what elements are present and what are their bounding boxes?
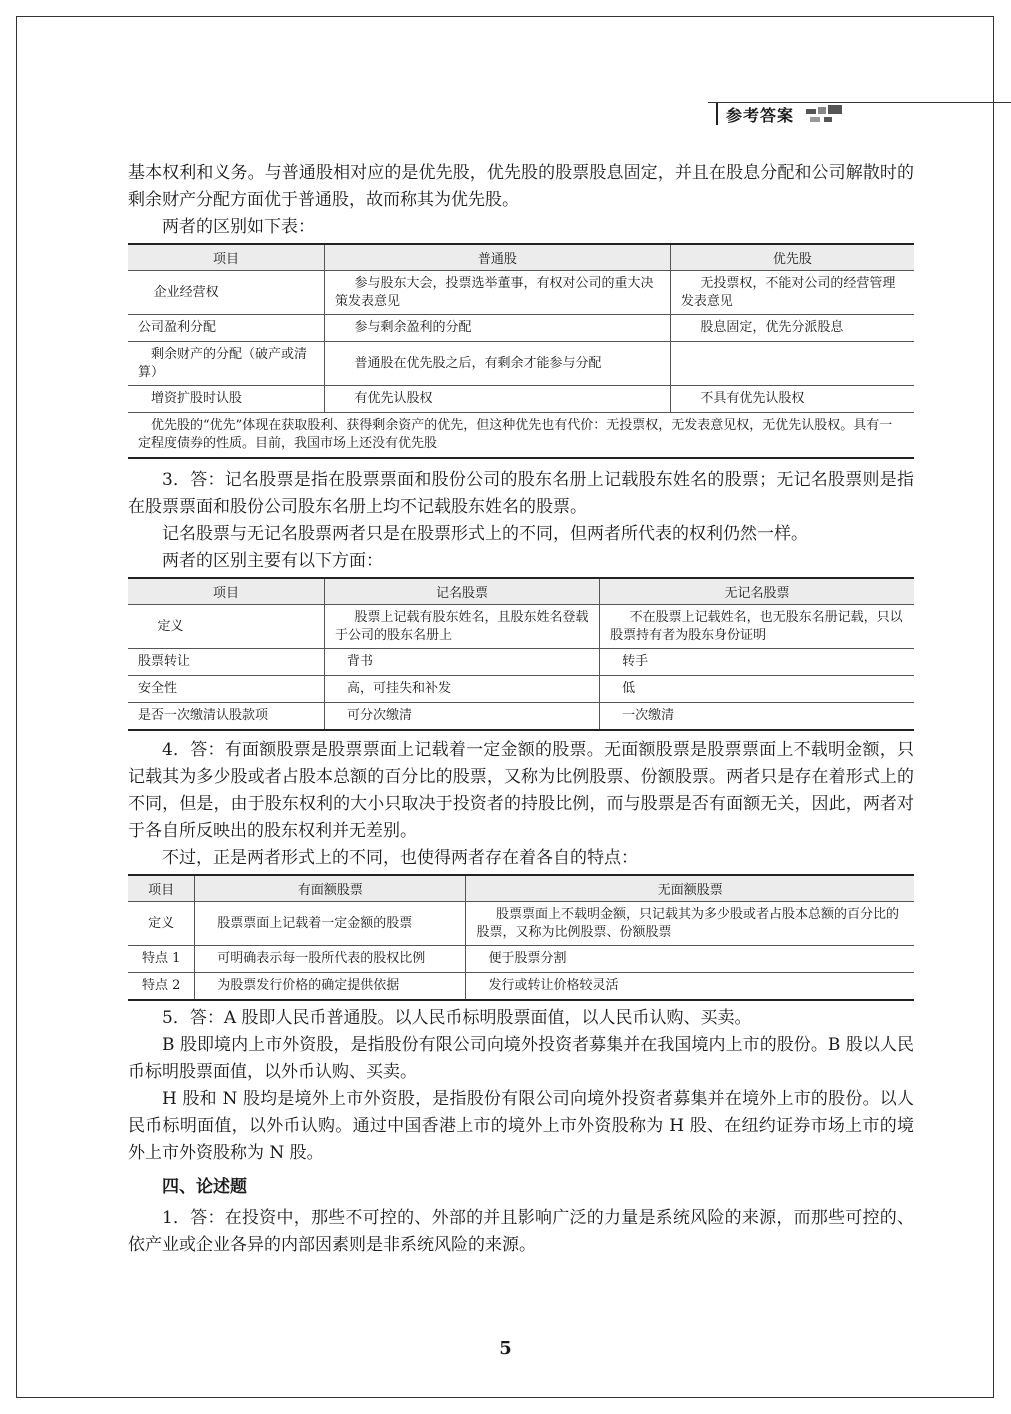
table-cell: 可分次缴清 (325, 703, 600, 731)
table-row (128, 386, 914, 413)
page-content (128, 160, 914, 1259)
table-cell: 普通股在优先股之后，有剩余才能参与分配 (325, 342, 671, 386)
table-header-cell: 无记名股票 (600, 578, 914, 605)
table-row (128, 946, 914, 973)
table-row (128, 315, 914, 342)
table-header-cell: 项目 (128, 244, 325, 271)
table-cell: 一次缴清 (600, 703, 914, 731)
table-cell: 参与股东大会，投票选举董事，有权对公司的重大决策发表意见 (325, 271, 671, 315)
table-cell: 便于股票分割 (466, 946, 914, 973)
table-cell: 定义 (128, 605, 325, 649)
table-cell: 低 (600, 676, 914, 703)
table-cell: 剩余财产的分配（破产或清算） (128, 342, 325, 386)
table-row (128, 703, 914, 731)
paragraph: 基本权利和义务。与普通股相对应的是优先股，优先股的股票股息固定，并且在股息分配和公司解散时的剩余财产分配方面优于普通股，故而称其为优先股。 (128, 163, 914, 210)
paragraph: H 股和 N 股均是境外上市外资股，是指股份有限公司向境外投资者募集并在境外上市的股份。以人民币标明面值，以外币认购。通过中国香港上市的境外上市外资股称为 H 股、在纽约证券市场上市的境外上市外资股称为 N 股。 (128, 1089, 914, 1163)
table-cell (670, 342, 914, 386)
header-bar (716, 103, 718, 125)
table-registered-vs-bearer (128, 577, 914, 731)
table-header-row (128, 578, 914, 605)
table-header-row (128, 875, 914, 902)
table-cell: 为股票发行价格的确定提供依据 (195, 973, 466, 1001)
table-cell: 公司盈利分配 (128, 315, 325, 342)
table-cell: 发行或转让价格较灵活 (466, 973, 914, 1001)
paragraph: B 股即境内上市外资股，是指股份有限公司向境外投资者募集并在我国境内上市的股份。B 股以人民币标明股票面值，以外币认购、买卖。 (128, 1035, 914, 1082)
paragraph: 记名股票与无记名股票两者只是在股票形式上的不同，但两者所代表的权利仍然一样。 (162, 524, 808, 544)
table-par-vs-no-par (128, 874, 914, 1001)
table-header-cell: 有面额股票 (195, 875, 466, 902)
paragraph: 5．答：A 股即人民币普通股。以人民币标明股票面值，以人民币认购、买卖。 (162, 1008, 752, 1028)
table-cell: 无投票权，不能对公司的经营管理发表意见 (670, 271, 914, 315)
table-cell: 安全性 (128, 676, 325, 703)
table-header-cell: 记名股票 (325, 578, 600, 605)
table-row (128, 271, 914, 315)
table-cell: 股票票面上记载着一定金额的股票 (195, 902, 466, 946)
table-header-cell: 项目 (128, 578, 325, 605)
table-row (128, 649, 914, 676)
table-common-vs-preferred (128, 243, 914, 459)
table-cell: 高，可挂失和补发 (325, 676, 600, 703)
table-cell: 股息固定，优先分派股息 (670, 315, 914, 342)
table-cell: 企业经营权 (128, 271, 325, 315)
table-cell: 背书 (325, 649, 600, 676)
running-header (716, 100, 846, 128)
table-cell: 转手 (600, 649, 914, 676)
paragraph: 1．答：在投资中，那些不可控的、外部的并且影响广泛的力量是系统风险的来源，而那些可控的、依产业或企业各异的内部因素则是非系统风险的来源。 (128, 1208, 914, 1255)
table-row (128, 342, 914, 386)
table-cell: 特点 2 (128, 973, 195, 1001)
table-cell: 参与剩余盈利的分配 (325, 315, 671, 342)
paragraph: 不过，正是两者形式上的不同，也使得两者存在着各自的特点： (162, 848, 638, 868)
table-row (128, 605, 914, 649)
table-cell: 是否一次缴清认股款项 (128, 703, 325, 731)
header-title: 参考答案 (726, 105, 795, 125)
paragraph: 3．答：记名股票是指在股票票面和股份公司的股东名册上记载股东姓名的股票；无记名股票则是指在股票票面和股份公司股东名册上均不记载股东姓名的股票。 (128, 470, 914, 517)
table-cell: 特点 1 (128, 946, 195, 973)
paragraph: 两者的区别如下表： (162, 217, 315, 237)
page-number: 5 (499, 1338, 512, 1359)
table-cell: 不在股票上记载姓名，也无股东名册记载，只以股票持有者为股东身份证明 (600, 605, 914, 649)
paragraph: 4．答：有面额股票是股票票面上记载着一定金额的股票。无面额股票是股票票面上不载明金额，只记载其为多少股或者占股本总额的百分比的股票，又称为比例股票、份额股票。两者只是存在着形式上的不同，但是，由于股东权利的大小只取决于投资者的持股比例，而与股票是否有面额无关，因此，两者对于各自所反映出的股东权利并无差别。 (128, 740, 914, 841)
table-header-cell: 项目 (128, 875, 195, 902)
table-cell: 不具有优先认股权 (670, 386, 914, 413)
table-cell: 增资扩股时认股 (128, 386, 325, 413)
table-header-cell: 普通股 (325, 244, 671, 271)
table-row (128, 902, 914, 946)
table-note-row (128, 413, 914, 459)
decorative-blocks-icon (806, 103, 846, 125)
table-cell: 股票票面上不载明金额，只记载其为多少股或者占股本总额的百分比的股票，又称为比例股票、份额股票 (466, 902, 914, 946)
section-heading: 四、论述题 (162, 1177, 247, 1197)
table-note: 优先股的“优先”体现在获取股利、获得剩余资产的优先，但这种优先也有代价：无投票权，无发表意见权，无优先认股权。具有一定程度债券的性质。目前，我国市场上还没有优先股 (128, 413, 914, 459)
table-cell: 定义 (128, 902, 195, 946)
paragraph: 两者的区别主要有以下方面： (162, 551, 383, 571)
table-cell: 有优先认股权 (325, 386, 671, 413)
table-header-cell: 无面额股票 (466, 875, 914, 902)
table-cell: 可明确表示每一股所代表的股权比例 (195, 946, 466, 973)
table-header-cell: 优先股 (670, 244, 914, 271)
table-cell: 股票上记载有股东姓名，且股东姓名登载于公司的股东名册上 (325, 605, 600, 649)
table-cell: 股票转让 (128, 649, 325, 676)
table-row (128, 676, 914, 703)
table-header-row (128, 244, 914, 271)
table-row (128, 973, 914, 1001)
